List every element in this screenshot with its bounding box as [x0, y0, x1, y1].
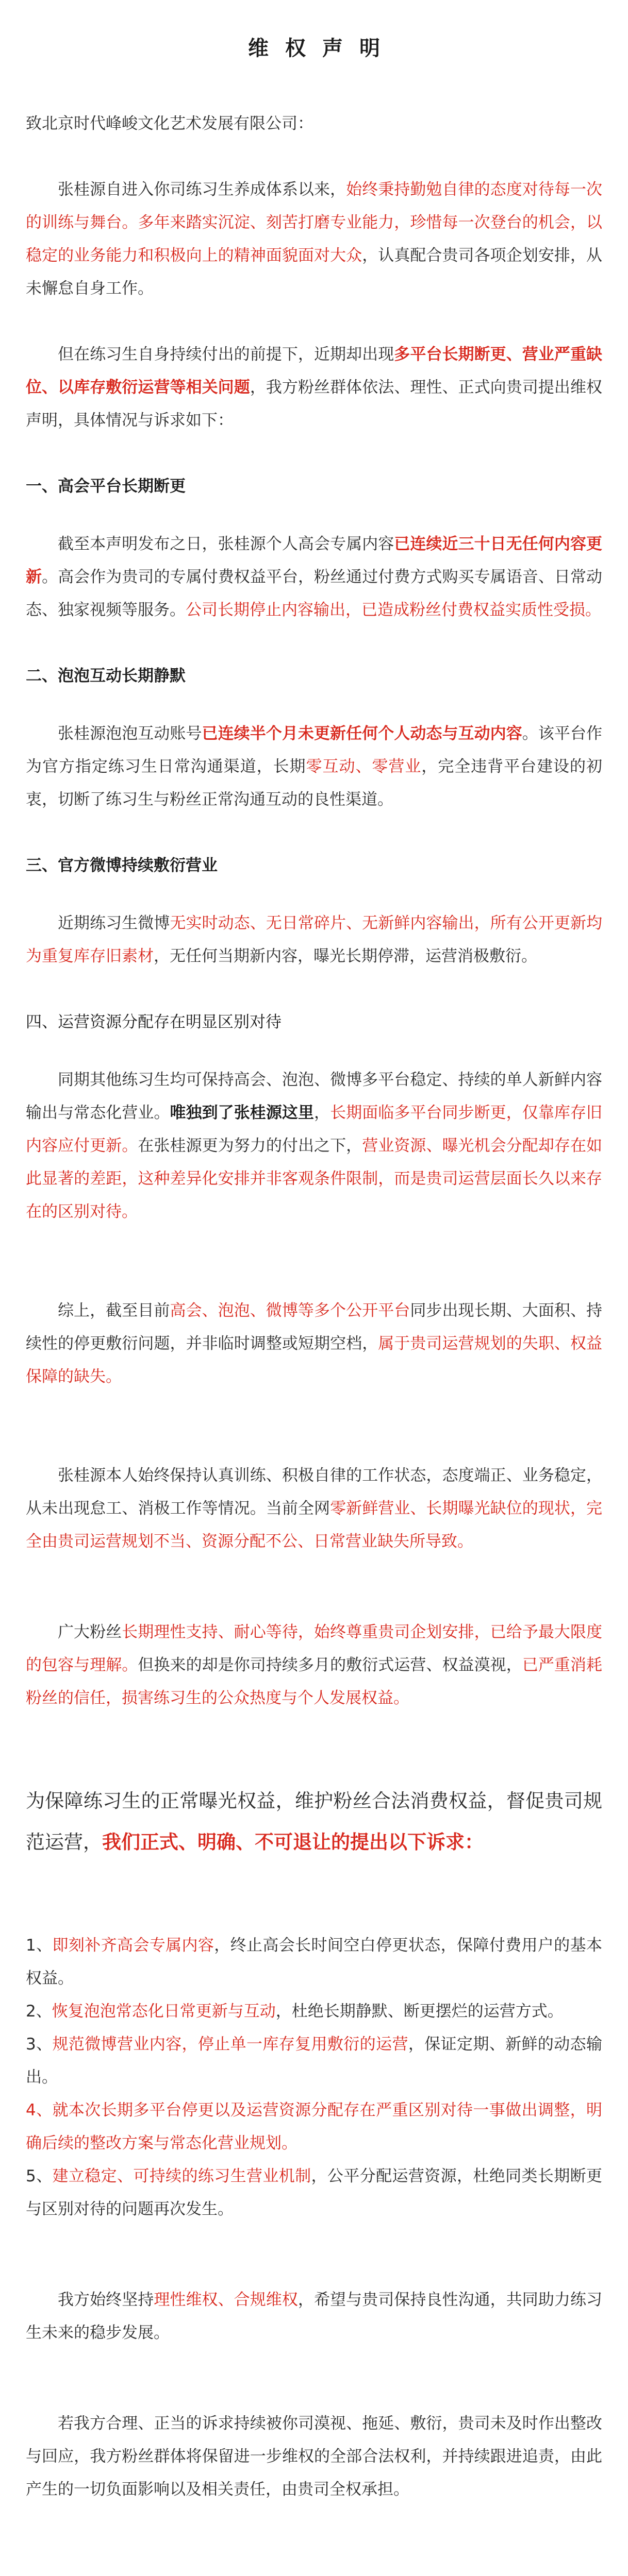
- emphasis-text: 即刻补齐高会专属内容: [52, 1936, 214, 1955]
- demand-item-3: [26, 2028, 602, 2094]
- section-heading-2: 二、泡泡互动长期静默: [26, 667, 186, 685]
- section-paragraph-2: [26, 717, 602, 816]
- body-text: 但在练习生自身持续付出的前提下，近期却出现: [58, 345, 394, 364]
- summary-paragraph-3: [26, 1616, 602, 1715]
- emphasis-text: 属于贵司运营规划的失职、权益保障的缺失。: [26, 1334, 603, 1386]
- summary-paragraph-1: [26, 1294, 602, 1393]
- body-text: 我方始终坚持: [58, 2291, 154, 2309]
- demand-item-4: [26, 2094, 602, 2160]
- emphasis-text: 公司长期停止内容输出，已造成粉丝付费权益实质性受损。: [186, 601, 601, 619]
- body-text: 若我方合理、正当的诉求持续被你司漠视、拖延、敷衍，贵司未及时作出整改与回应，我方粉丝群体将保留进一步维权的全部合法权利，并持续跟进追责，由此产生的一切负面影响以及相关责任，由贵司全权承担。: [26, 2414, 602, 2499]
- emphasis-text: 已连续近三十日无任何内容更新: [26, 535, 603, 586]
- body-text: ，认真配合贵司各项企划安排，从未懈怠自身工作。: [26, 246, 603, 298]
- emphasis-text: 营业资源、曝光机会分配却存在如此显著的差距，这种差异化安排并非客观条件限制，而是贵司运营层面长久以来存在的区别对待。: [26, 1137, 603, 1221]
- statement-title: 维权声明: [248, 37, 396, 60]
- intro-paragraph-1: [26, 173, 602, 305]
- body-text: 为保障练习生的正常曝光权益，维护粉丝合法消费权益，督促贵司规范运营，: [26, 1790, 602, 1853]
- body-text: 张桂源自进入你司练习生养成体系以来，: [58, 180, 346, 199]
- emphasis-text: 恢复泡泡常态化日常更新与互动: [52, 2002, 276, 2021]
- emphasis-text: 多平台长期断更、营业严重缺位、以库存敷衍运营等相关问题: [26, 345, 603, 397]
- summary-paragraph-2: [26, 1459, 602, 1558]
- salutation: 致北京时代峰峻文化艺术发展有限公司：: [26, 114, 313, 133]
- section-paragraph-1: [26, 528, 602, 626]
- item-number: 3、: [26, 2035, 53, 2054]
- emphasis-text: 高会、泡泡、微博等多个公开平台: [170, 1301, 410, 1320]
- closing-paragraph-1: [26, 2283, 602, 2349]
- emphasis-text: 长期面临多平台同步断更，仅靠库存旧内容应付更新。: [26, 1104, 603, 1155]
- body-text: ，公平分配运营资源，杜绝同类长期断更与区别对待的问题再次发生。: [26, 2167, 602, 2218]
- body-text: 张桂源泡泡互动账号: [58, 724, 202, 743]
- demand-item-5: [26, 2160, 602, 2226]
- item-number: 4、: [26, 2101, 53, 2120]
- emphasis-text: 我们正式、明确、不可退让的提出以下诉求：: [102, 1831, 484, 1853]
- body-text: 在张桂源更为努力的付出之下，: [138, 1137, 362, 1155]
- body-text: 但换来的却是你司持续多月的敷衍式运营、权益漠视，: [138, 1656, 522, 1674]
- emphasis-text: 长期理性支持、耐心等待，始终尊重贵司企划安排，已给予最大限度的包容与理解。: [26, 1623, 603, 1674]
- emphasis-text: 已严重消耗粉丝的信任，损害练习生的公众热度与个人发展权益。: [26, 1656, 603, 1707]
- body-text: ，终止高会长时间空白停更状态，保障付费用户的基本权益。: [26, 1936, 602, 1988]
- intro-paragraph-2: [26, 338, 602, 437]
- body-text: 综上，截至目前: [58, 1301, 170, 1320]
- emphasis-text: 零新鲜营业、长期曝光缺位的现状，完全由贵司运营规划不当、资源分配不公、日常营业缺失所导致。: [26, 1499, 603, 1551]
- body-text: 张桂源本人始终保持认真训练、积极自律的工作状态，态度端正、业务稳定，从未出现怠工、消极工作等情况。当前全网: [26, 1466, 602, 1518]
- emphasis-text: 就本次长期多平台停更以及运营资源分配存在严重区别对待一事做出调整，明确后续的整改方案与常态化营业规划。: [26, 2101, 602, 2153]
- emphasis-text: 零互动、零营业: [306, 757, 422, 776]
- section-paragraph-3: [26, 907, 602, 973]
- section-heading-3: 三、官方微博持续敷衍营业: [26, 856, 218, 875]
- body-text: ，杜绝长期静默、断更摆烂的运营方式。: [275, 2002, 564, 2021]
- bold-text: 唯独到了张桂源这里: [170, 1104, 315, 1122]
- emphasis-text: 无实时动态、无日常碎片、无新鲜内容输出，所有公开更新均为重复库存旧素材: [26, 914, 603, 965]
- item-number: 2、: [26, 2002, 52, 2021]
- section-heading-1: 一、高会平台长期断更: [26, 477, 186, 496]
- body-text: 同步出现长期、大面积、持续性的停更敷衍问题，并非临时调整或短期空档，: [26, 1301, 603, 1353]
- demand-item-1: [26, 1929, 602, 1995]
- body-text: ，希望与贵司保持良性沟通，共同助力练习生未来的稳步发展。: [26, 2291, 603, 2342]
- body-text: 同期其他练习生均可保持高会、泡泡、微博多平台稳定、持续的单人新鲜内容输出与常态化营业。: [26, 1071, 602, 1122]
- section-paragraph-4: [26, 1063, 602, 1228]
- item-number: 1、: [26, 1936, 53, 1955]
- body-text: 截至本声明发布之日，张桂源个人高会专属内容: [58, 535, 394, 553]
- body-text: ，完全违背平台建设的初衷，切断了练习生与粉丝正常沟通互动的良性渠道。: [26, 757, 603, 809]
- section-heading-4: 四、运营资源分配存在明显区别对待: [26, 1013, 282, 1031]
- body-text: 近期练习生微博: [58, 914, 170, 933]
- emphasis-text: 理性维权、合规维权: [154, 2291, 298, 2309]
- item-number: 5、: [26, 2167, 53, 2185]
- emphasis-text: 规范微博营业内容，停止单一库存复用敷衍的运营: [52, 2035, 408, 2054]
- demands-list: [26, 1929, 602, 2226]
- demands-intro: [26, 1781, 602, 1863]
- body-text: 。该平台作为官方指定练习生日常沟通渠道，长期: [26, 724, 603, 776]
- demand-item-2: [26, 1995, 602, 2028]
- body-text: 广大粉丝: [58, 1623, 122, 1641]
- body-text: ，: [314, 1104, 330, 1122]
- body-text: 。高会作为贵司的专属付费权益平台，粉丝通过付费方式购买专属语音、日常动态、独家视频等服务。: [26, 568, 603, 619]
- emphasis-text: 始终秉持勤勉自律的态度对待每一次的训练与舞台。多年来踏实沉淀、刻苦打磨专业能力，珍惜每一次登台的机会，以稳定的业务能力和积极向上的精神面貌面对大众: [26, 180, 603, 265]
- emphasis-text: 建立稳定、可持续的练习生营业机制: [52, 2167, 311, 2185]
- body-text: ，我方粉丝群体依法、理性、正式向贵司提出维权声明，具体情况与诉求如下：: [26, 378, 603, 430]
- body-text: ，保证定期、新鲜的动态输出。: [26, 2035, 602, 2087]
- body-text: ，无任何当期新内容，曝光长期停滞，运营消极敷衍。: [154, 947, 537, 965]
- emphasis-text: 已连续半个月未更新任何个人动态与互动内容: [202, 724, 522, 743]
- closing-paragraph-2: [26, 2407, 602, 2506]
